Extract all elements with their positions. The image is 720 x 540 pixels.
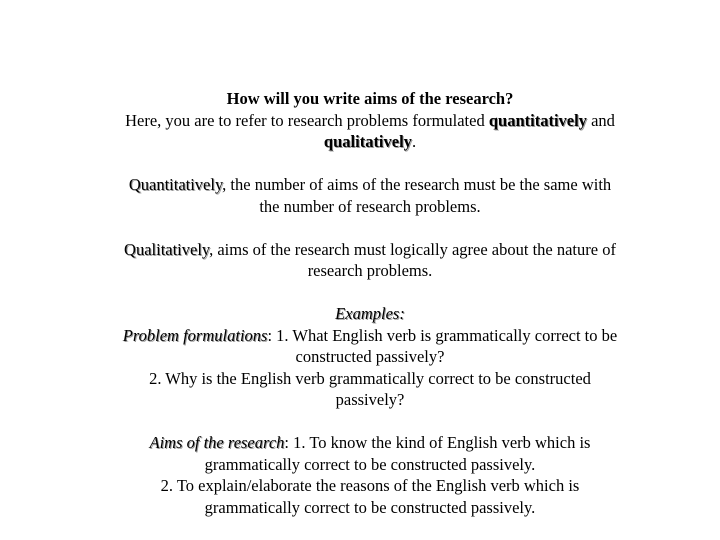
quantitatively-label: Quantitatively (128, 175, 223, 194)
slide-heading: How will you write aims of the research? (226, 89, 514, 108)
problem-1-line-1: : 1. What English verb is grammatically correct to be (267, 325, 618, 345)
problem-formulations-label: Problem formulations (122, 325, 268, 345)
problem-2-line-1: 2. Why is the English verb grammatically correct to be constructed (149, 368, 591, 388)
aims-label: Aims of the research (149, 433, 285, 452)
problem-1-line-2: constructed passively? (295, 347, 445, 366)
quantitative-text-1: , the number of aims of the research must be the same with (222, 175, 612, 194)
intro-paragraph (60, 110, 680, 153)
spacer (60, 217, 680, 239)
slide-content (60, 88, 680, 518)
qualitative-text-2: research problems. (307, 261, 433, 280)
quantitative-text-2: the number of research problems. (259, 196, 481, 216)
aim-1-line-2: grammatically correct to be constructed passively. (204, 454, 536, 474)
quantitative-paragraph (60, 174, 680, 217)
spacer (60, 282, 680, 304)
spacer (60, 153, 680, 175)
intro-period: . (411, 132, 417, 151)
aims-of-research (60, 432, 680, 518)
qualitative-paragraph (60, 239, 680, 282)
problem-formulations (60, 325, 680, 411)
qualitatively-label: Qualitatively (124, 239, 210, 259)
intro-and: and (586, 110, 615, 130)
problem-2-line-2: passively? (335, 390, 405, 409)
qualitatively-term: qualitatively (323, 132, 412, 151)
qualitative-text-1: , aims of the research must logically agree about the nature of (209, 239, 616, 259)
aim-2-line-2: grammatically correct to be constructed passively. (204, 497, 536, 517)
examples-heading: Examples: (335, 304, 405, 323)
spacer (60, 411, 680, 433)
quantitatively-term: quantitatively (488, 110, 587, 130)
aim-1-line-1: : 1. To know the kind of English verb which is (284, 433, 591, 452)
aim-2-line-1: 2. To explain/elaborate the reasons of the English verb which is (160, 476, 580, 495)
intro-text: Here, you are to refer to research problems formulated (125, 110, 489, 130)
